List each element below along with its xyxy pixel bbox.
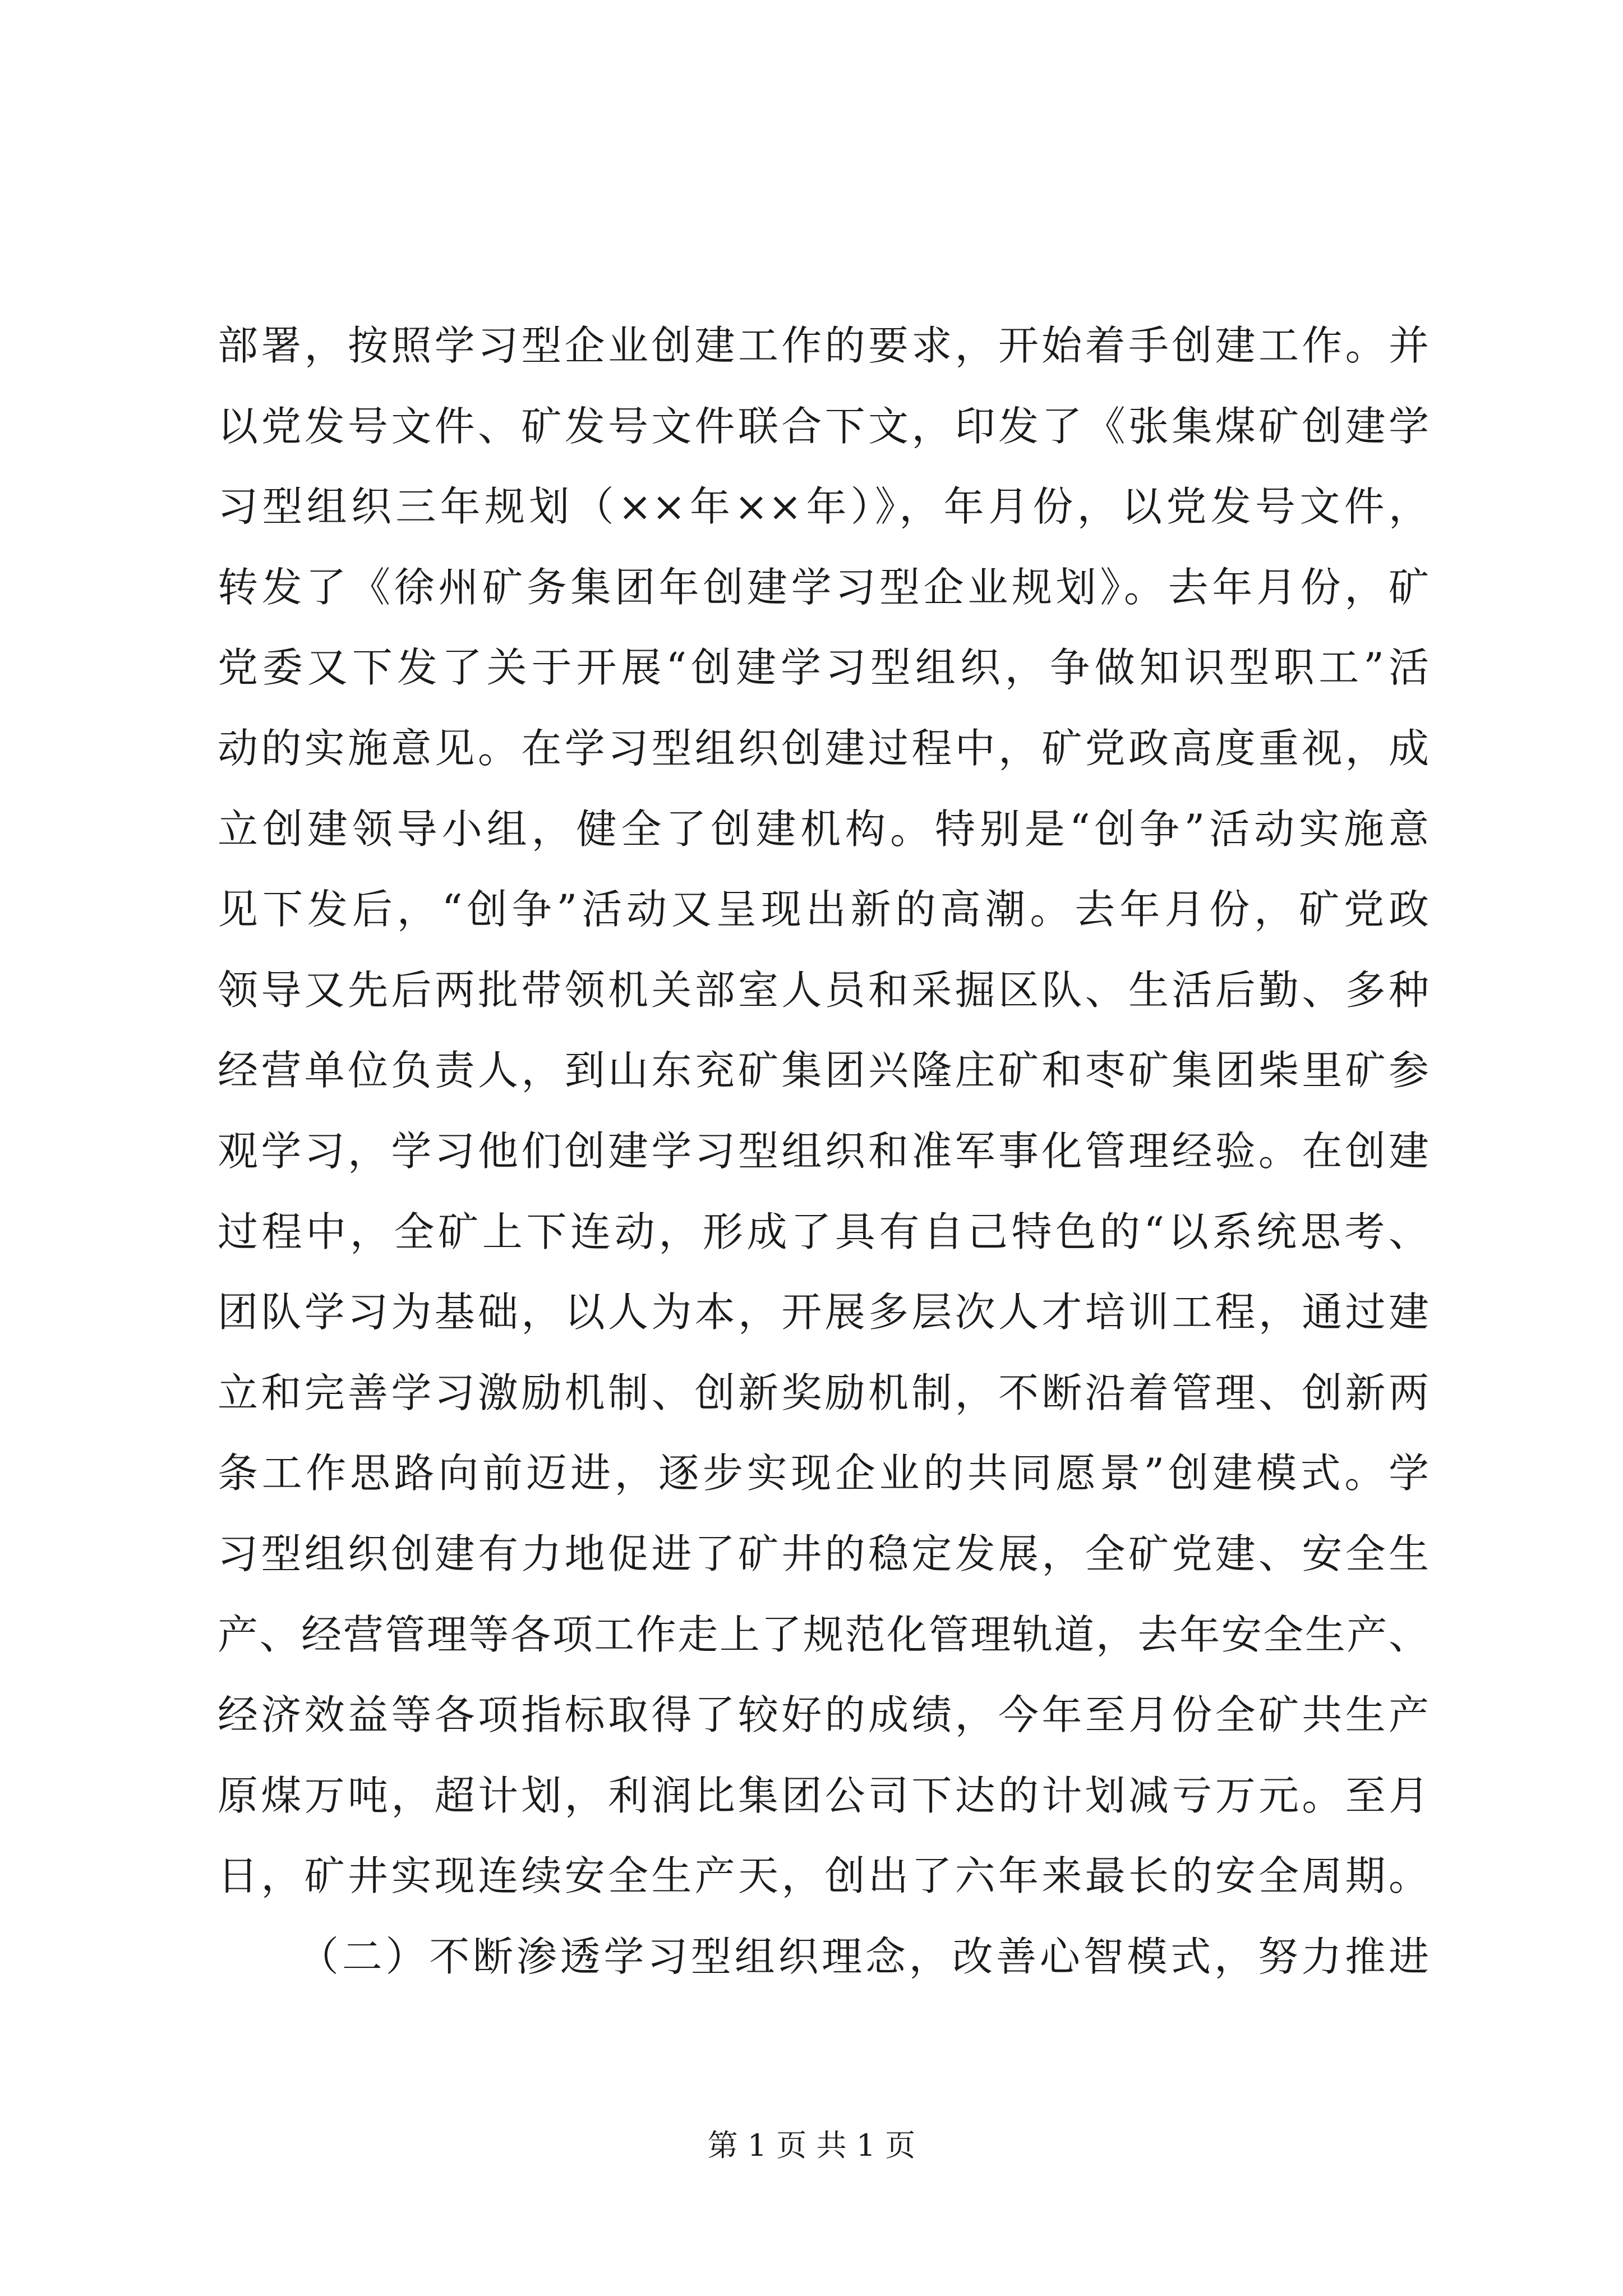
text-line: 观学习，学习他们创建学习型组织和准军事化管理经验。在创建 [218,1127,1429,1175]
text-line: 立创建领导小组，健全了创建机构。特别是“创争”活动实施意 [218,805,1429,853]
text-line: 习型组织三年规划（××年××年）》，年月份，以党发号文件， [218,483,1429,531]
text-line: 习型组织创建有力地促进了矿井的稳定发展，全矿党建、安全生 [218,1530,1429,1577]
text-line: 经营单位负责人，到山东兖矿集团兴隆庄矿和枣矿集团柴里矿参 [218,1047,1429,1094]
text-line: 部署，按照学习型企业创建工作的要求，开始着手创建工作。并 [218,322,1429,369]
text-line: 立和完善学习激励机制、创新奖励机制，不断沿着管理、创新两 [218,1369,1429,1416]
text-line: 领导又先后两批带领机关部室人员和采掘区队、生活后勤、多种 [218,966,1429,1014]
text-line: 见下发后，“创争”活动又呈现出新的高潮。去年月份，矿党政 [218,886,1429,933]
text-line: 产、经营管理等各项工作走上了规范化管理轨道，去年安全生产、 [218,1611,1429,1658]
text-line: 以党发号文件、矿发号文件联合下文，印发了《张集煤矿创建学 [218,402,1429,450]
text-line: 团队学习为基础，以人为本，开展多层次人才培训工程，通过建 [218,1289,1429,1336]
document-body [218,306,1429,1997]
text-line: 日，矿井实现连续安全生产天，创出了六年来最长的安全周期。 [218,1852,1429,1900]
text-line: 条工作思路向前迈进，逐步实现企业的共同愿景”创建模式。学 [218,1450,1429,1497]
text-line: 过程中，全矿上下连动，形成了具有自己特色的“以系统思考、 [218,1208,1429,1255]
text-line: 动的实施意见。在学习型组织创建过程中，矿党政高度重视，成 [218,724,1429,772]
text-line: 转发了《徐州矿务集团年创建学习型企业规划》。去年月份，矿 [218,563,1429,611]
text-line: 党委又下发了关于开展“创建学习型组织，争做知识型职工”活 [218,644,1429,692]
section-heading-line: （二）不断渗透学习型组织理念，改善心智模式，努力推进 [298,1932,1429,1980]
text-line: 原煤万吨，超计划，利润比集团公司下达的计划减亏万元。至月 [218,1772,1429,1819]
page-footer: 第 1 页 共 1 页 [707,2128,916,2163]
text-line: 经济效益等各项指标取得了较好的成绩，今年至月份全矿共生产 [218,1691,1429,1739]
